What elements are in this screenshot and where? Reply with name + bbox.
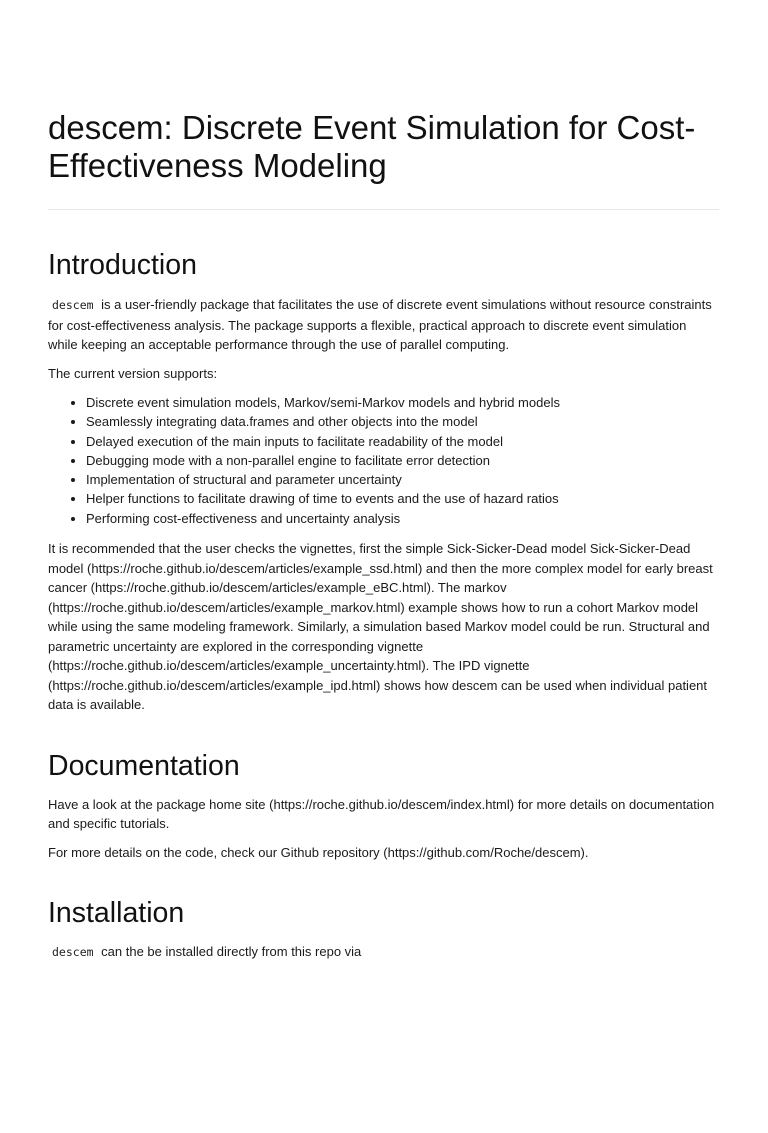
title-divider xyxy=(48,209,719,210)
introduction-heading: Introduction xyxy=(48,249,197,281)
package-name-code: descem xyxy=(52,298,94,312)
list-item: • Discrete event simulation models, Markov/semi-Markov models and hybrid models xyxy=(86,393,719,412)
intro-paragraph xyxy=(48,295,719,355)
github-paragraph: For more details on the code, check our Github repository (https://github.com/Roche/descem). xyxy=(48,844,589,860)
list-item: • Helper functions to facilitate drawing of time to events and the use of hazard ratios xyxy=(86,489,719,508)
list-item: • Implementation of structural and parameter uncertainty xyxy=(86,470,719,489)
documentation-heading: Documentation xyxy=(48,749,240,782)
documentation-section xyxy=(48,749,719,863)
install-paragraph xyxy=(48,942,719,963)
document-page xyxy=(0,109,768,963)
installation-section xyxy=(48,896,719,963)
list-item: • Performing cost-effectiveness and uncertainty analysis xyxy=(86,509,719,528)
list-item: • Delayed execution of the main inputs to facilitate readability of the model xyxy=(86,432,719,451)
install-text: can the be installed directly from this repo via xyxy=(97,944,362,960)
page-title: descem: Discrete Event Simulation for Cost-Effectiveness Modeling xyxy=(48,109,696,184)
list-item: • Debugging mode with a non-parallel engine to facilitate error detection xyxy=(86,451,719,470)
installation-heading: Installation xyxy=(48,897,185,930)
features-list xyxy=(48,393,719,528)
intro-text: is a user-friendly package that facilitates the use of discrete event simulations without resource constraints for cost-effectiveness analysis. The package supports a flexible, practical approach to discrete event simulation while keeping an acceptable performance through the use of parallel computing. xyxy=(48,297,712,352)
introduction-section xyxy=(48,248,719,715)
package-name-code: descem xyxy=(52,945,94,960)
vignettes-paragraph: It is recommended that the user checks the vignettes, first the simple Sick-Sicker-Dead model Sick-Sicker-Dead model (https://roche.github.io/descem/articles/example_ssd.html) and then the more complex model for early breast cancer (https://roche.github.io/descem/articles/example_eBC.html). The markov (https://roche.github.io/descem/articles/example_markov.html) example shows how to run a cohort Markov model while using the same modeling framework. Similarly, a simulation based Markov model could be run. Structural and parametric uncertainty are explored in the corresponding vignette (https://roche.github.io/descem/articles/example_uncertainty.html). The IPD vignette (https://roche.github.io/descem/articles/example_ipd.html) shows how descem can be used when individual patient data is available. xyxy=(48,541,713,713)
list-item: • Seamlessly integrating data.frames and other objects into the model xyxy=(86,412,719,431)
supports-paragraph: The current version supports: xyxy=(48,365,218,381)
home-site-paragraph: Have a look at the package home site (https://roche.github.io/descem/index.html) for more details on documentation and specific tutorials. xyxy=(48,796,715,832)
